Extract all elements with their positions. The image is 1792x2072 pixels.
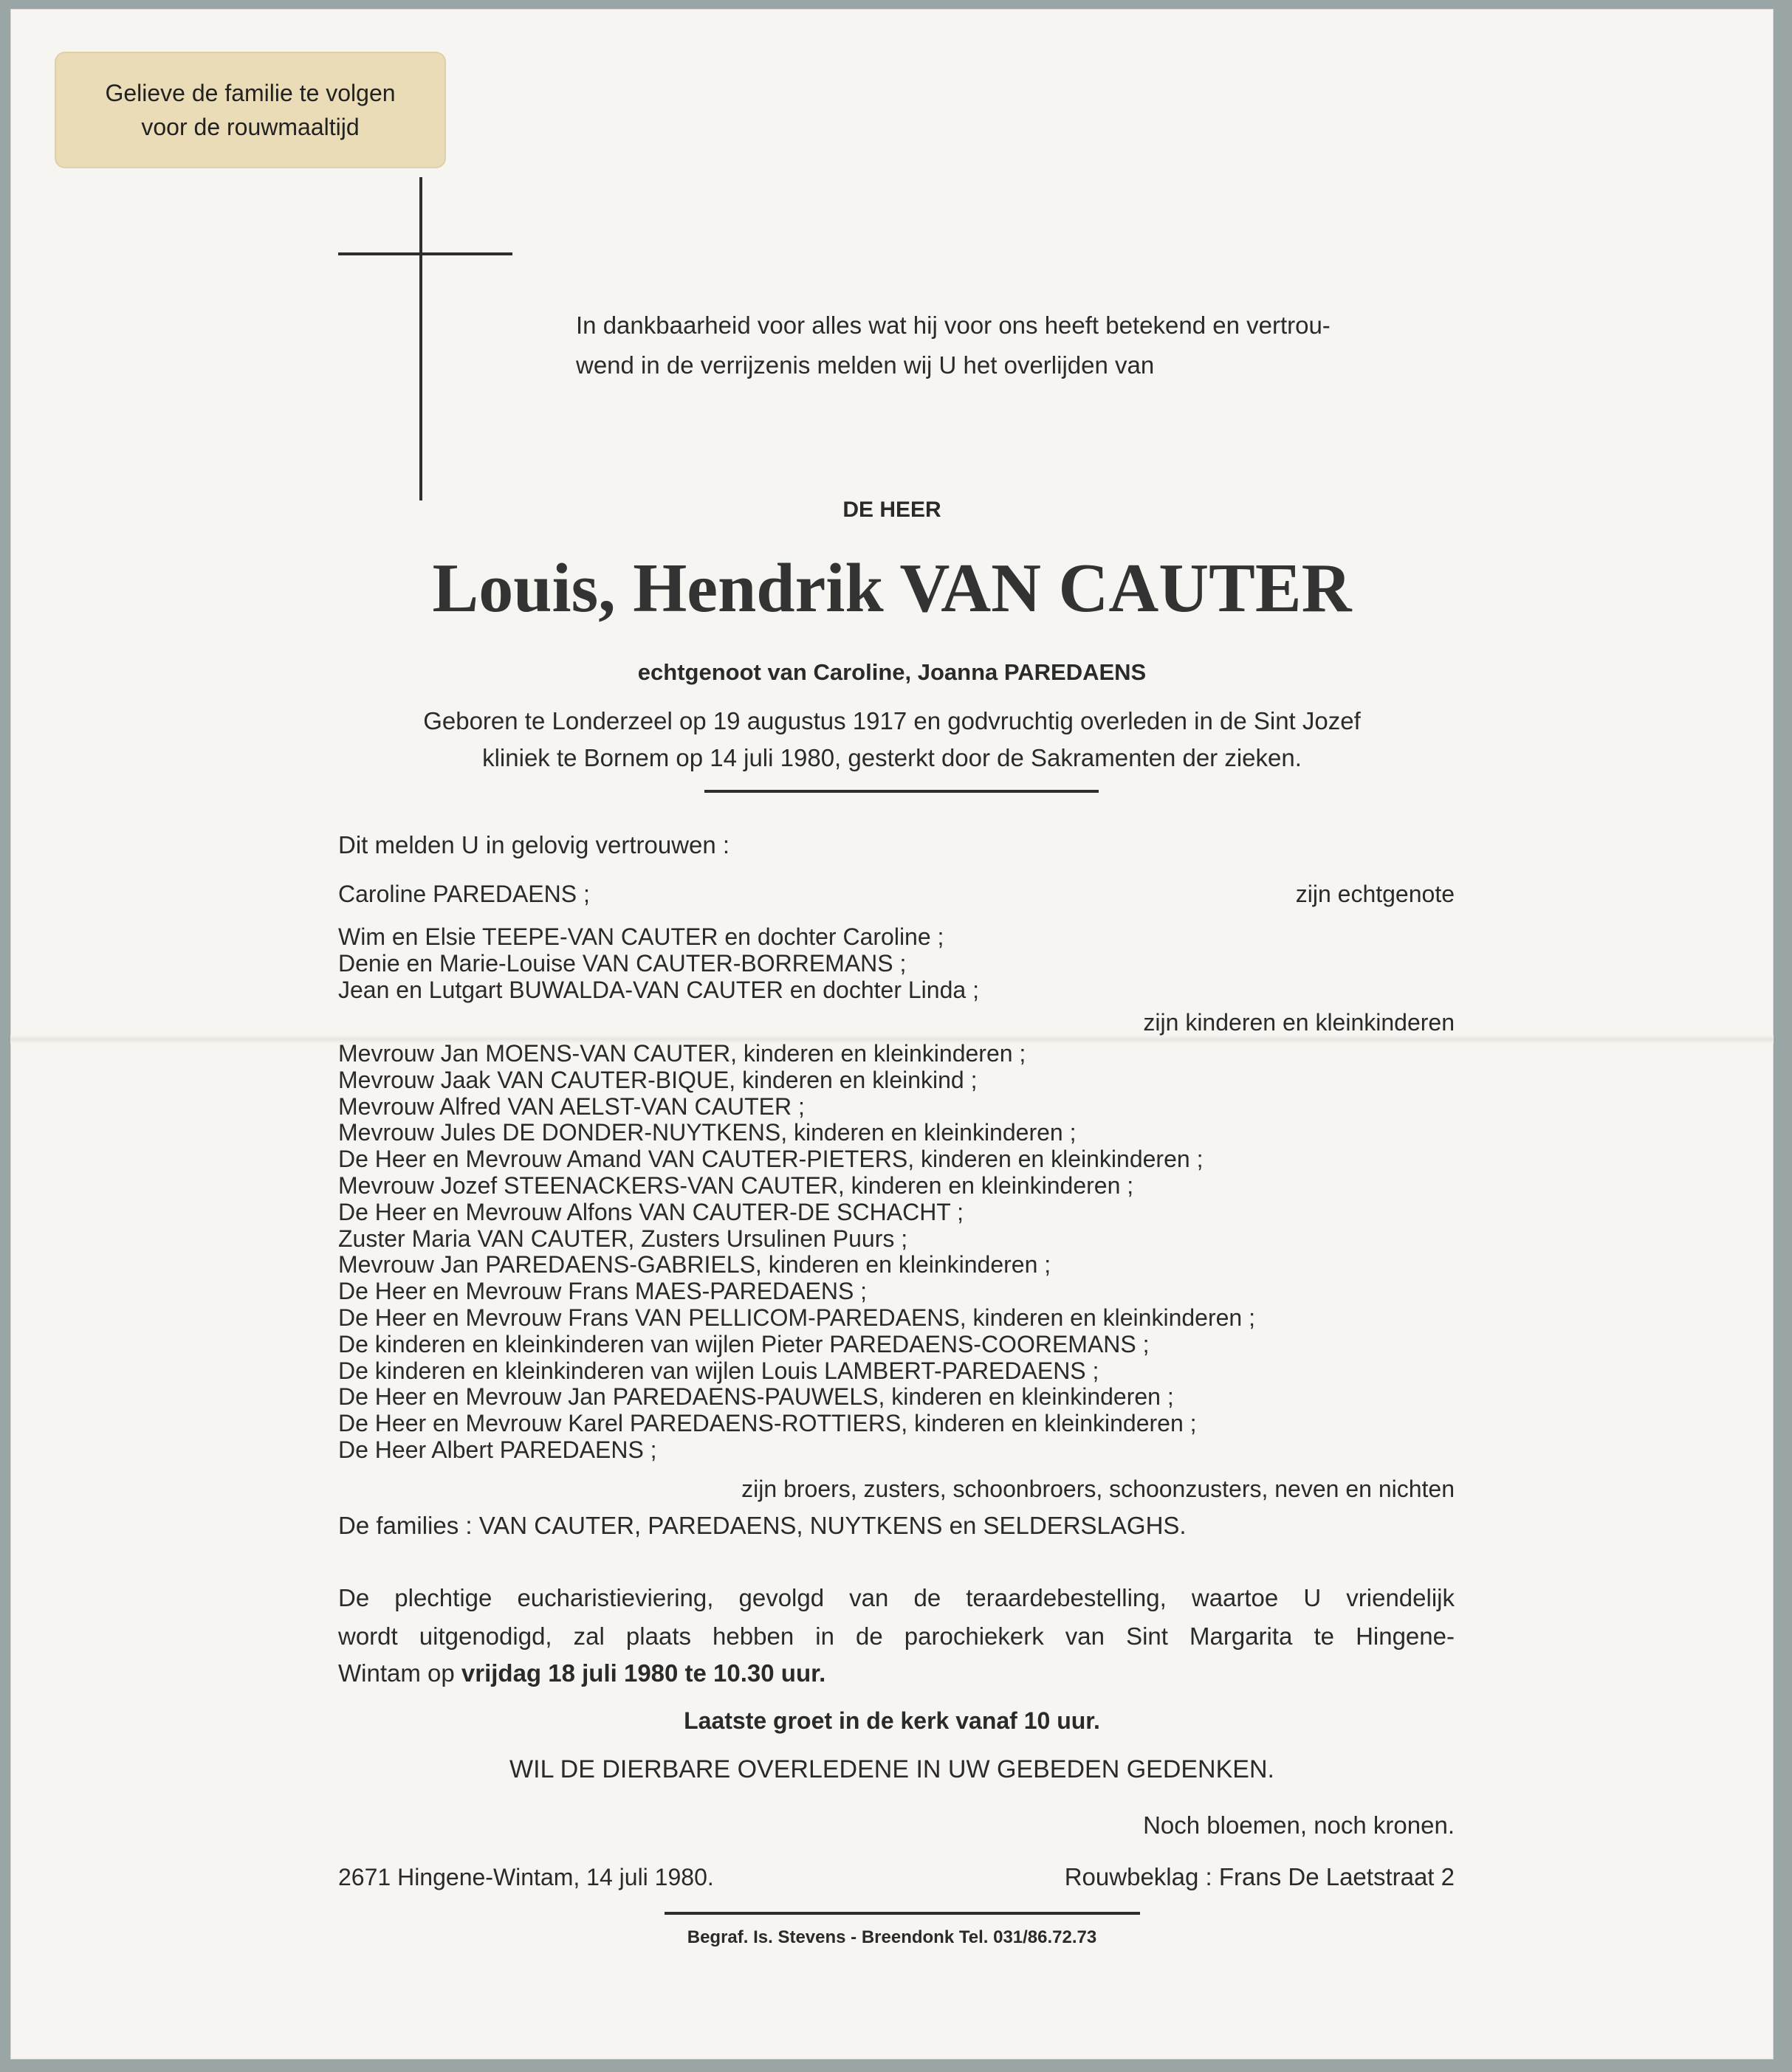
ceremony-date-time: vrijdag 18 juli 1980 te 10.30 uur. — [461, 1659, 826, 1687]
list-item: Zuster Maria VAN CAUTER, Zusters Ursulinen Puurs ; — [338, 1225, 908, 1252]
list-item: De kinderen en kleinkinderen van wijlen Louis LAMBERT-PAREDAENS ; — [338, 1357, 1099, 1384]
list-item: Mevrouw Alfred VAN AELST-VAN CAUTER ; — [338, 1092, 805, 1120]
child-line-1: Wim en Elsie TEEPE-VAN CAUTER en dochter Caroline ; — [338, 923, 944, 950]
footer-divider — [665, 1912, 1140, 1915]
child-line-2: Denie en Marie-Louise VAN CAUTER-BORREMANS ; — [338, 950, 907, 977]
last-greeting: Laatste groet in de kerk vanaf 10 uur. — [684, 1707, 1100, 1734]
deceased-name: Louis, Hendrik VAN CAUTER — [432, 550, 1352, 627]
list-item: De Heer en Mevrouw Jan PAREDAENS-PAUWELS, kinderen en kleinkinderen ; — [338, 1383, 1174, 1411]
intro-line-1: In dankbaarheid voor alles wat hij voor ons heeft betekend en vertrou- — [576, 312, 1331, 339]
cross-icon — [419, 177, 422, 500]
list-item: De Heer en Mevrouw Karel PAREDAENS-ROTTIERS, kinderen en kleinkinderen ; — [338, 1410, 1197, 1437]
child-line-3: Jean en Lutgart BUWALDA-VAN CAUTER en dochter Linda ; — [338, 977, 979, 1003]
printer-credit: Begraf. Is. Stevens - Breendonk Tel. 031/86.72.73 — [687, 1927, 1097, 1947]
birth-line-1: Geboren te Londerzeel op 19 augustus 1917 en godvruchtig overleden in de Sint Jozef — [423, 707, 1361, 734]
list-item: Mevrouw Jan PAREDAENS-GABRIELS, kinderen en kleinkinderen ; — [338, 1251, 1051, 1278]
list-item: De Heer en Mevrouw Alfons VAN CAUTER-DE SCHACHT ; — [338, 1198, 964, 1225]
birth-line-2: kliniek te Bornem op 14 juli 1980, gesterkt door de Sakramenten der zieken. — [482, 744, 1302, 771]
ceremony-line-3 — [338, 1659, 825, 1687]
ceremony-line-2: wordt uitgenodigd, zal plaats hebben in de parochiekerk van Sint Margarita te Hingene- — [338, 1622, 1455, 1650]
place-date: 2671 Hingene-Wintam, 14 juli 1980. — [338, 1864, 714, 1890]
wife-name: Caroline PAREDAENS ; — [338, 881, 590, 907]
sticker-line-2: voor de rouwmaaltijd — [141, 114, 360, 140]
list-item: Mevrouw Jozef STEENACKERS-VAN CAUTER, kinderen en kleinkinderen ; — [338, 1171, 1134, 1199]
families-line: De families : VAN CAUTER, PAREDAENS, NUYTKENS en SELDERSLAGHS. — [338, 1512, 1187, 1539]
sticker-line-1: Gelieve de familie te volgen — [105, 80, 396, 106]
list-item: Mevrouw Jan MOENS-VAN CAUTER, kinderen en kleinkinderen ; — [338, 1040, 1026, 1067]
prayer-line: WIL DE DIERBARE OVERLEDENE IN UW GEBEDEN GEDENKEN. — [509, 1755, 1274, 1783]
list-item: Mevrouw Jaak VAN CAUTER-BIQUE, kinderen en kleinkind ; — [338, 1066, 978, 1093]
list-item: De Heer Albert PAREDAENS ; — [338, 1436, 657, 1463]
divider — [704, 790, 1099, 793]
siblings-list — [338, 1041, 1255, 1464]
siblings-relation: zijn broers, zusters, schoonbroers, schoonzusters, neven en nichten — [741, 1476, 1455, 1502]
announce-line: Dit melden U in gelovig vertrouwen : — [338, 831, 730, 858]
intro-line-2: wend in de verrijzenis melden wij U het overlijden van — [576, 351, 1155, 379]
list-item: De Heer en Mevrouw Amand VAN CAUTER-PIETERS, kinderen en kleinkinderen ; — [338, 1146, 1204, 1173]
list-item: Mevrouw Jules DE DONDER-NUYTKENS, kinderen en kleinkinderen ; — [338, 1119, 1077, 1146]
spouse-line: echtgenoot van Caroline, Joanna PAREDAENS — [637, 659, 1147, 685]
children-relation: zijn kinderen en kleinkinderen — [1143, 1009, 1455, 1036]
ceremony-line-3-prefix: Wintam op — [338, 1659, 455, 1687]
wife-relation: zijn echtgenote — [1295, 881, 1455, 907]
list-item: De Heer en Mevrouw Frans VAN PELLICOM-PAREDAENS, kinderen en kleinkinderen ; — [338, 1304, 1255, 1331]
list-item: De Heer en Mevrouw Frans MAES-PAREDAENS ; — [338, 1278, 868, 1305]
condolence-address: Rouwbeklag : Frans De Laetstraat 2 — [1064, 1863, 1455, 1890]
ceremony-line-1: De plechtige eucharistieviering, gevolgd van de teraardebestelling, waartoe U vriendelijk — [338, 1584, 1455, 1611]
cross-icon-bar — [338, 252, 512, 255]
list-item: De kinderen en kleinkinderen van wijlen Pieter PAREDAENS-COOREMANS ; — [338, 1330, 1150, 1357]
memorial-card — [10, 9, 1774, 2059]
honorific: DE HEER — [842, 498, 941, 522]
note-sticker — [55, 52, 446, 168]
no-flowers: Noch bloemen, noch kronen. — [1143, 1811, 1455, 1839]
